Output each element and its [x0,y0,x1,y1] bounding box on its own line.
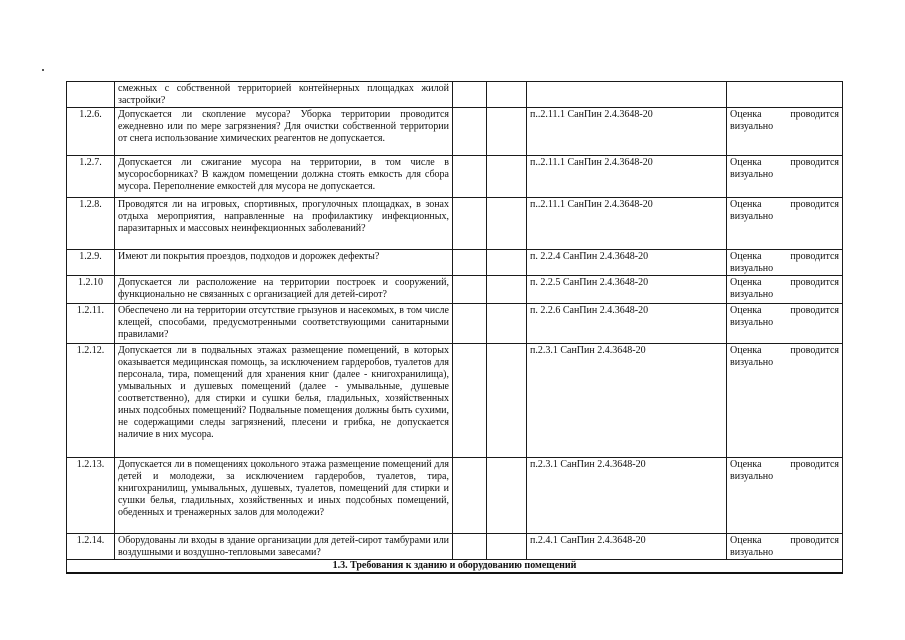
section-header-row [67,560,843,574]
method-word: проводится [790,459,839,470]
method-line: визуально [730,121,774,132]
regulation-reference: п.2.4.1 СанПин 2.4.3648-20 [527,534,727,560]
table-row [67,458,843,534]
answer-no-cell [487,304,527,344]
row-number: 1.2.14. [67,534,115,560]
row-number: 1.2.11. [67,304,115,344]
answer-yes-cell [453,458,487,534]
method-line: визуально [730,317,774,328]
answer-yes-cell [453,276,487,304]
answer-yes-cell [453,534,487,560]
answer-yes-cell [453,82,487,108]
method-word: Оценка [730,459,762,470]
row-number: 1.2.12. [67,344,115,458]
row-number: 1.2.10 [67,276,115,304]
method-word: проводится [790,345,839,356]
requirement-text: Допускается ли в помещениях цокольного этажа размещение помещений для детей и молодежи, за исключением гардеробов, туалетов, тира, книгохранилищ, умывальных, душевых, туалетов, помещений для стирки и сушки белья, гладильных, хозяйственных и иных подсобных помещений, обеденных и тренажерных залов для молодежи? [115,458,453,534]
requirement-text: Проводятся ли на игровых, спортивных, прогулочных площадках, в зонах отдыха мероприятия, направленные на профилактику инфекционных, паразитарных и массовых неинфекционных заболеваний? [115,198,453,250]
answer-no-cell [487,156,527,198]
stray-dot [42,69,44,71]
requirement-text: смежных с собственной территорией контейнерных площадках жилой застройки? [115,82,453,108]
answer-no-cell [487,276,527,304]
method-word: Оценка [730,277,762,288]
verification-method [727,198,843,250]
requirement-text: Имеют ли покрытия проездов, подходов и дорожек дефекты? [115,250,453,276]
requirement-text: Допускается ли расположение на территории построек и сооружений, функционально не связанных с организацией для детей-сирот? [115,276,453,304]
regulation-reference: п. 2.2.5 СанПин 2.4.3648-20 [527,276,727,304]
table-row [67,304,843,344]
method-word: проводится [790,109,839,120]
method-word: проводится [790,251,839,262]
row-number: 1.2.13. [67,458,115,534]
answer-yes-cell [453,198,487,250]
regulation-reference: п..2.11.1 СанПин 2.4.3648-20 [527,156,727,198]
verification-method [727,82,843,108]
verification-method [727,250,843,276]
answer-yes-cell [453,304,487,344]
verification-method [727,108,843,156]
method-word: Оценка [730,157,762,168]
answer-yes-cell [453,108,487,156]
regulation-reference: п.2.3.1 СанПин 2.4.3648-20 [527,458,727,534]
checklist-table [66,81,843,574]
method-word: проводится [790,199,839,210]
regulation-reference: п. 2.2.4 СанПин 2.4.3648-20 [527,250,727,276]
regulation-reference: п. 2.2.6 СанПин 2.4.3648-20 [527,304,727,344]
method-word: проводится [790,157,839,168]
method-line: визуально [730,169,774,180]
verification-method [727,156,843,198]
method-line: визуально [730,263,774,274]
table-row [67,82,843,108]
answer-no-cell [487,344,527,458]
regulation-reference: п.2.3.1 СанПин 2.4.3648-20 [527,344,727,458]
method-line: визуально [730,471,774,482]
requirement-text: Допускается ли скопление мусора? Уборка территории проводится ежедневно или по мере загрязнения? Для очистки собственной территории от снега использование химических реагентов не допускается. [115,108,453,156]
section-title: 1.3. Требования к зданию и оборудованию помещений [67,560,843,574]
requirement-text: Допускается ли в подвальных этажах размещение помещений, в которых оказывается медицинская помощь, за исключением гардеробов, туалетов для персонала, тира, помещений для хранения книг (далее - книгохранилища), умывальных и душевых помещений (далее - умывальные, душевые соответственно), для стирки и сушки белья, гладильных, хозяйственных иных подсобных помещений? Подвальные помещения должны быть сухими, не содержащими следы загрязнений, плесени и грибка, не допускается наличие в них мусора. [115,344,453,458]
method-line: визуально [730,357,774,368]
row-number [67,82,115,108]
method-word: Оценка [730,199,762,210]
answer-yes-cell [453,344,487,458]
method-line: визуально [730,547,774,558]
table-row [67,156,843,198]
regulation-reference: п..2.11.1 СанПин 2.4.3648-20 [527,108,727,156]
table-row [67,276,843,304]
answer-no-cell [487,250,527,276]
regulation-reference: п..2.11.1 СанПин 2.4.3648-20 [527,198,727,250]
regulation-reference [527,82,727,108]
requirement-text: Оборудованы ли входы в здание организации для детей-сирот тамбурами или воздушными и воздушно-тепловыми завесами? [115,534,453,560]
method-word: проводится [790,535,839,546]
verification-method [727,304,843,344]
requirement-text: Обеспечено ли на территории отсутствие грызунов и насекомых, в том числе клещей, способами, предусмотренными соответствующими санитарными правилами? [115,304,453,344]
method-word: проводится [790,277,839,288]
method-word: проводится [790,305,839,316]
table-row [67,344,843,458]
verification-method [727,344,843,458]
method-word: Оценка [730,251,762,262]
row-number: 1.2.7. [67,156,115,198]
verification-method [727,276,843,304]
answer-no-cell [487,108,527,156]
table-row [67,534,843,560]
table-row [67,108,843,156]
answer-no-cell [487,82,527,108]
method-line: визуально [730,289,774,300]
row-number: 1.2.6. [67,108,115,156]
answer-yes-cell [453,250,487,276]
answer-yes-cell [453,156,487,198]
table-row [67,198,843,250]
method-word: Оценка [730,535,762,546]
row-number: 1.2.9. [67,250,115,276]
row-number: 1.2.8. [67,198,115,250]
answer-no-cell [487,458,527,534]
method-line: визуально [730,211,774,222]
table-row [67,250,843,276]
requirement-text: Допускается ли сжигание мусора на территории, в том числе в мусоросборниках? В каждом помещении должна стоять емкость для сбора мусора. Переполнение емкостей для мусора не допускается. [115,156,453,198]
method-word: Оценка [730,305,762,316]
method-word: Оценка [730,345,762,356]
answer-no-cell [487,534,527,560]
answer-no-cell [487,198,527,250]
verification-method [727,534,843,560]
method-word: Оценка [730,109,762,120]
verification-method [727,458,843,534]
